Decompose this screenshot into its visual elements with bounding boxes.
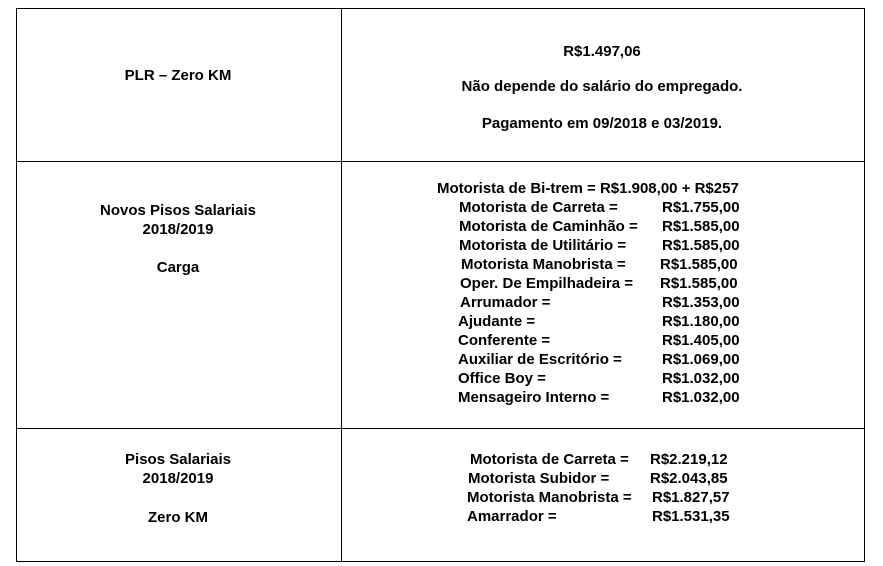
role-label: Amarrador = [467, 508, 557, 525]
row-divider [17, 161, 864, 162]
carga-heading: Novos Pisos Salariais [100, 202, 256, 219]
role-label: Motorista de Caminhão = [459, 218, 638, 235]
role-label: Motorista Manobrista = [467, 489, 632, 506]
carga-year: 2018/2019 [142, 221, 214, 238]
salary-value: R$2.219,12 [650, 451, 728, 468]
salary-value: R$1.585,00 [662, 218, 740, 235]
salary-value: R$1.585,00 [660, 256, 738, 273]
salary-value: R$1.585,00 [660, 275, 738, 292]
plr-payment: Pagamento em 09/2018 e 03/2019. [481, 115, 723, 132]
salary-value: R$1.755,00 [662, 199, 740, 216]
role-label: Motorista de Carreta = [470, 451, 629, 468]
salary-value: R$1.032,00 [662, 370, 740, 387]
role-label: Motorista Subidor = [468, 470, 610, 487]
role-label: Arrumador = [460, 294, 551, 311]
salary-value: R$2.043,85 [650, 470, 728, 487]
bitrem-line: Motorista de Bi-trem = R$1.908,00 + R$257 [437, 180, 739, 197]
plr-amount: R$1.497,06 [563, 43, 641, 60]
row-divider [17, 428, 864, 429]
zerokm-year: 2018/2019 [142, 470, 214, 487]
carga-label: Carga [156, 259, 200, 276]
role-label: Office Boy = [458, 370, 546, 387]
plr-title: PLR – Zero KM [124, 67, 232, 84]
salary-value: R$1.827,57 [652, 489, 730, 506]
role-label: Ajudante = [458, 313, 536, 330]
salary-value: R$1.069,00 [662, 351, 740, 368]
role-label: Oper. De Empilhadeira = [460, 275, 633, 292]
plr-note: Não depende do salário do empregado. [461, 78, 743, 95]
zerokm-label: Zero KM [148, 509, 208, 526]
role-label: Conferente = [458, 332, 551, 349]
role-label: Mensageiro Interno = [458, 389, 610, 406]
salary-value: R$1.585,00 [662, 237, 740, 254]
role-label: Motorista de Utilitário = [459, 237, 627, 254]
salary-value: R$1.032,00 [662, 389, 740, 406]
salary-value: R$1.405,00 [662, 332, 740, 349]
zerokm-heading: Pisos Salariais [125, 451, 231, 468]
role-label: Motorista Manobrista = [461, 256, 626, 273]
role-label: Auxiliar de Escritório = [458, 351, 622, 368]
salary-value: R$1.531,35 [652, 508, 730, 525]
salary-value: R$1.180,00 [662, 313, 740, 330]
column-divider [341, 9, 342, 561]
salary-value: R$1.353,00 [662, 294, 740, 311]
role-label: Motorista de Carreta = [459, 199, 618, 216]
